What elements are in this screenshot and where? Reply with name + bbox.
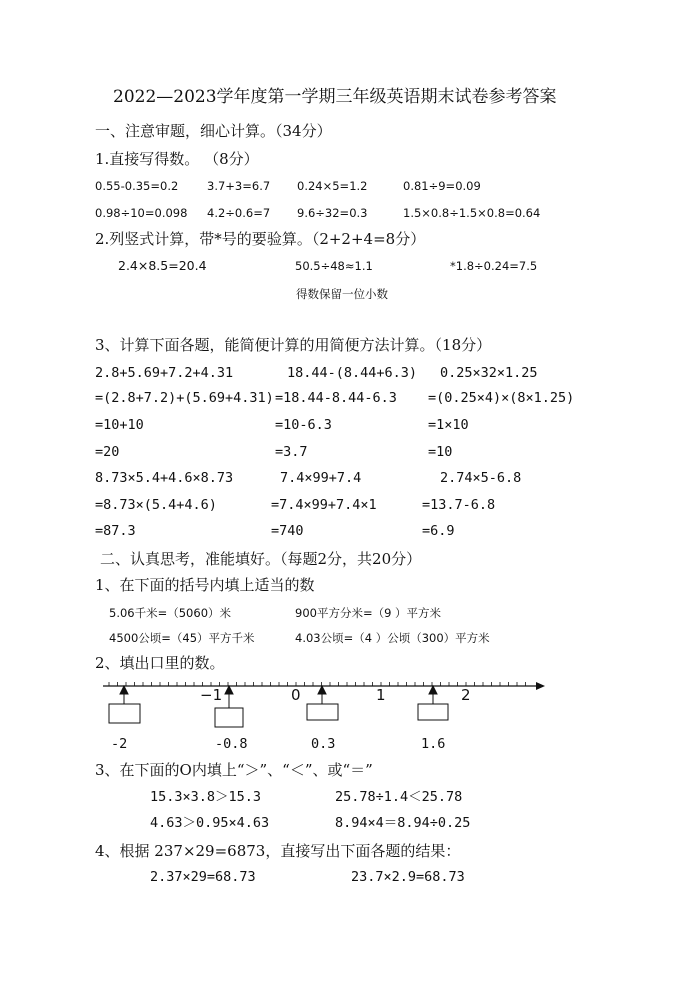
q1-answer: 1.5×0.8÷1.5×0.8=0.64 (403, 206, 541, 220)
q3-step: =8.73×(5.4+4.6) (95, 497, 217, 513)
q3-step: =(2.8+7.2)+(5.69+4.31) (95, 390, 274, 406)
q3-step: =1×10 (428, 417, 469, 433)
q3-step: =(0.25×4)×(8×1.25) (428, 390, 575, 406)
q3-step: =3.7 (275, 444, 308, 460)
p2-q3-answer: 15.3×3.8＞15.3 (150, 789, 262, 805)
q1-answer: 3.7+3=6.7 (207, 179, 271, 193)
axis-label: 0 (291, 686, 301, 704)
q3-step: =7.4×99+7.4×1 (271, 497, 377, 513)
p2-q1-heading: 1、在下面的括号内填上适当的数 (95, 576, 315, 594)
q1-answer: 0.98÷10=0.098 (95, 206, 188, 220)
q3-step: =18.44-8.44-6.3 (275, 390, 397, 406)
answer-box (215, 708, 243, 727)
p2-q3-answer: 25.78÷1.4＜25.78 (335, 789, 463, 805)
q3-step: =740 (271, 523, 304, 539)
answer-box (418, 704, 448, 720)
q1-answer: 0.81÷9=0.09 (403, 179, 481, 193)
p2-q2-heading: 2、填出口里的数。 (95, 654, 225, 672)
page-title: 2022—2023学年度第一学期三年级英语期末试卷参考答案 (113, 87, 557, 107)
number-line-answer: -2 (111, 736, 128, 752)
q3-step: 2.74×5-6.8 (440, 470, 522, 486)
section-1-heading: 一、注意审题，细心计算。（34分） (95, 122, 332, 140)
q3-step: 7.4×99+7.4 (280, 470, 362, 486)
q3-heading: 3、计算下面各题，能简便计算的用简便方法计算。（18分） (95, 336, 492, 354)
p2-q1-answer: 5.06千米=（5060）米 (109, 606, 232, 620)
q1-answer: 0.24×5=1.2 (297, 179, 368, 193)
q3-step: 0.25×32×1.25 (440, 365, 538, 381)
p2-q1-answer: 4500公顷=（45）平方千米 (109, 631, 255, 645)
q3-step: =13.7-6.8 (422, 497, 496, 513)
answer-box (109, 704, 140, 723)
q1-heading: 1.直接写得数。 （8分） (95, 150, 259, 168)
number-line-answer: 0.3 (311, 736, 336, 752)
p2-q1-answer: 900平方分米=（9 ）平方米 (295, 606, 442, 620)
p2-q3-answer: 4.63＞0.95×4.63 (150, 815, 270, 831)
p2-q4-answer: 23.7×2.9=68.73 (351, 869, 465, 885)
axis-label: −1 (200, 686, 223, 704)
axis-label: 1 (376, 686, 386, 704)
q3-step: =10 (428, 444, 453, 460)
q1-answer: 4.2÷0.6=7 (207, 206, 271, 220)
q1-answer: 9.6÷32=0.3 (297, 206, 368, 220)
q2-note: 得数保留一位小数 (296, 287, 388, 301)
p2-q4-heading: 4、根据 237×29=6873，直接写出下面各题的结果： (95, 842, 461, 860)
p2-q1-answer: 4.03公顷=（4 ）公顷（300）平方米 (295, 631, 490, 645)
q3-step: =10+10 (95, 417, 144, 433)
q2-answer: 2.4×8.5=20.4 (118, 258, 207, 273)
number-line-answer: -0.8 (215, 736, 248, 752)
p2-q4-answer: 2.37×29=68.73 (150, 869, 256, 885)
axis-label: 2 (461, 686, 471, 704)
q3-step: =87.3 (95, 523, 136, 539)
q3-step: 2.8+5.69+7.2+4.31 (95, 365, 234, 381)
q2-heading: 2.列竖式计算，带*号的要验算。（2+2+4=8分） (95, 230, 426, 248)
section-2-heading: 二、认真思考，准能填好。（每题2分，共20分） (100, 550, 422, 568)
q2-answer: 50.5÷48≈1.1 (295, 259, 373, 273)
p2-q3-heading: 3、在下面的O内填上“＞”、“＜”、或“＝” (95, 761, 373, 779)
p2-q3-answer: 8.94×4＝8.94÷0.25 (335, 815, 471, 831)
q2-answer: *1.8÷0.24=7.5 (450, 259, 538, 273)
number-line-answer: 1.6 (421, 736, 446, 752)
q1-answer: 0.55-0.35=0.2 (95, 179, 179, 193)
q3-step: =10-6.3 (275, 417, 332, 433)
q3-step: =6.9 (422, 523, 455, 539)
q3-step: 18.44-(8.44+6.3) (287, 365, 418, 381)
q3-step: 8.73×5.4+4.6×8.73 (95, 470, 234, 486)
q3-step: =20 (95, 444, 120, 460)
answer-box (307, 704, 338, 720)
